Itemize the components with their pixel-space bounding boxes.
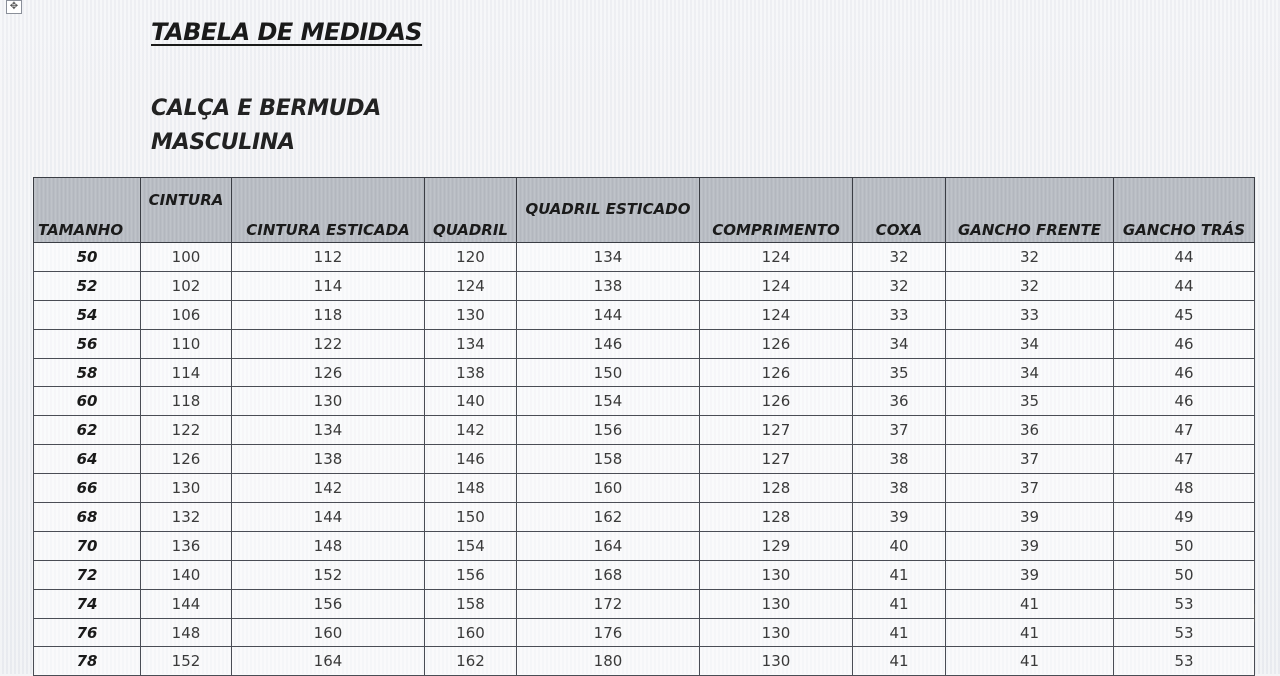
- cell-quadril: 140: [425, 387, 517, 416]
- cell-gancho-tras: 44: [1114, 271, 1255, 300]
- cell-cintura: 110: [141, 329, 232, 358]
- cell-quadril: 154: [425, 531, 517, 560]
- cell-gancho-frente: 41: [946, 589, 1114, 618]
- cell-coxa: 41: [853, 647, 946, 676]
- cell-gancho-tras: 44: [1114, 243, 1255, 272]
- cell-gancho-frente: 37: [946, 474, 1114, 503]
- cell-cintura: 122: [141, 416, 232, 445]
- cell-gancho-frente: 32: [946, 271, 1114, 300]
- table-row: [34, 560, 1255, 589]
- cell-tamanho: 74: [34, 589, 141, 618]
- cell-quadril: 146: [425, 445, 517, 474]
- cell-coxa: 40: [853, 531, 946, 560]
- cell-quadril-esticado: 172: [517, 589, 700, 618]
- header-quadril: QUADRIL: [425, 178, 517, 243]
- cell-quadril: 156: [425, 560, 517, 589]
- header-cintura: CINTURA: [141, 178, 232, 243]
- cell-coxa: 41: [853, 618, 946, 647]
- cell-gancho-frente: 41: [946, 618, 1114, 647]
- cell-gancho-frente: 39: [946, 531, 1114, 560]
- cell-comprimento: 124: [700, 243, 853, 272]
- cell-tamanho: 56: [34, 329, 141, 358]
- cell-quadril-esticado: 156: [517, 416, 700, 445]
- cell-gancho-frente: 39: [946, 503, 1114, 532]
- cell-gancho-frente: 33: [946, 300, 1114, 329]
- table-row: [34, 531, 1255, 560]
- cell-quadril-esticado: 134: [517, 243, 700, 272]
- cell-tamanho: 70: [34, 531, 141, 560]
- cell-cintura: 140: [141, 560, 232, 589]
- cell-quadril: 120: [425, 243, 517, 272]
- table-row: [34, 503, 1255, 532]
- cell-tamanho: 68: [34, 503, 141, 532]
- cell-gancho-frente: 39: [946, 560, 1114, 589]
- cell-gancho-tras: 46: [1114, 358, 1255, 387]
- cell-cintura: 118: [141, 387, 232, 416]
- cell-gancho-tras: 47: [1114, 445, 1255, 474]
- cell-cintura: 102: [141, 271, 232, 300]
- cell-quadril-esticado: 160: [517, 474, 700, 503]
- cell-coxa: 38: [853, 474, 946, 503]
- header-cintura-esticada: CINTURA ESTICADA: [232, 178, 425, 243]
- cell-cintura: 114: [141, 358, 232, 387]
- cell-quadril-esticado: 180: [517, 647, 700, 676]
- cell-quadril: 148: [425, 474, 517, 503]
- header-gancho-frente: GANCHO FRENTE: [946, 178, 1114, 243]
- cell-comprimento: 130: [700, 618, 853, 647]
- cell-cintura-esticada: 164: [232, 647, 425, 676]
- cell-comprimento: 128: [700, 503, 853, 532]
- cell-tamanho: 64: [34, 445, 141, 474]
- cell-gancho-tras: 49: [1114, 503, 1255, 532]
- cell-quadril: 138: [425, 358, 517, 387]
- cell-comprimento: 129: [700, 531, 853, 560]
- cell-cintura-esticada: 144: [232, 503, 425, 532]
- cell-gancho-frente: 32: [946, 243, 1114, 272]
- cell-gancho-frente: 34: [946, 358, 1114, 387]
- table-row: [34, 474, 1255, 503]
- cell-quadril: 142: [425, 416, 517, 445]
- cell-cintura: 152: [141, 647, 232, 676]
- cell-cintura: 148: [141, 618, 232, 647]
- cell-quadril: 158: [425, 589, 517, 618]
- cell-tamanho: 62: [34, 416, 141, 445]
- table-row: [34, 271, 1255, 300]
- subtitle-line-1: CALÇA E BERMUDA: [151, 96, 381, 121]
- cell-tamanho: 58: [34, 358, 141, 387]
- cell-quadril: 130: [425, 300, 517, 329]
- move-cross-icon[interactable]: ✥: [6, 0, 22, 14]
- cell-cintura: 144: [141, 589, 232, 618]
- cell-quadril-esticado: 176: [517, 618, 700, 647]
- cell-coxa: 37: [853, 416, 946, 445]
- cell-coxa: 39: [853, 503, 946, 532]
- cell-coxa: 32: [853, 243, 946, 272]
- cell-gancho-tras: 46: [1114, 387, 1255, 416]
- cell-comprimento: 124: [700, 300, 853, 329]
- cell-quadril: 134: [425, 329, 517, 358]
- table-row: [34, 243, 1255, 272]
- cell-cintura-esticada: 152: [232, 560, 425, 589]
- cell-gancho-tras: 53: [1114, 589, 1255, 618]
- cell-gancho-tras: 48: [1114, 474, 1255, 503]
- cell-cintura-esticada: 118: [232, 300, 425, 329]
- table-row: [34, 387, 1255, 416]
- cell-cintura-esticada: 126: [232, 358, 425, 387]
- header-coxa: COXA: [853, 178, 946, 243]
- cell-gancho-tras: 47: [1114, 416, 1255, 445]
- cell-gancho-frente: 36: [946, 416, 1114, 445]
- cell-quadril: 150: [425, 503, 517, 532]
- cell-cintura-esticada: 156: [232, 589, 425, 618]
- cell-quadril: 162: [425, 647, 517, 676]
- table-row: [34, 329, 1255, 358]
- table-row: [34, 300, 1255, 329]
- cell-quadril: 124: [425, 271, 517, 300]
- cell-quadril: 160: [425, 618, 517, 647]
- cell-comprimento: 127: [700, 416, 853, 445]
- size-table: [33, 177, 1255, 676]
- table-row: [34, 358, 1255, 387]
- cell-cintura-esticada: 114: [232, 271, 425, 300]
- cell-gancho-tras: 46: [1114, 329, 1255, 358]
- cell-tamanho: 78: [34, 647, 141, 676]
- cell-gancho-frente: 34: [946, 329, 1114, 358]
- cell-gancho-tras: 53: [1114, 618, 1255, 647]
- cell-gancho-frente: 37: [946, 445, 1114, 474]
- cell-tamanho: 72: [34, 560, 141, 589]
- cell-cintura: 106: [141, 300, 232, 329]
- cell-gancho-frente: 41: [946, 647, 1114, 676]
- cell-tamanho: 76: [34, 618, 141, 647]
- table-row: [34, 416, 1255, 445]
- cell-tamanho: 52: [34, 271, 141, 300]
- cell-cintura-esticada: 112: [232, 243, 425, 272]
- cell-comprimento: 130: [700, 647, 853, 676]
- cell-comprimento: 128: [700, 474, 853, 503]
- cell-comprimento: 126: [700, 387, 853, 416]
- header-comprimento: COMPRIMENTO: [700, 178, 853, 243]
- cell-cintura-esticada: 130: [232, 387, 425, 416]
- header-gancho-tras: GANCHO TRÁS: [1114, 178, 1255, 243]
- cell-coxa: 38: [853, 445, 946, 474]
- cell-cintura: 136: [141, 531, 232, 560]
- cell-cintura-esticada: 148: [232, 531, 425, 560]
- cell-comprimento: 126: [700, 329, 853, 358]
- table-row: [34, 589, 1255, 618]
- cell-quadril-esticado: 168: [517, 560, 700, 589]
- cell-tamanho: 60: [34, 387, 141, 416]
- cell-cintura: 130: [141, 474, 232, 503]
- cell-coxa: 41: [853, 589, 946, 618]
- cell-coxa: 41: [853, 560, 946, 589]
- cell-cintura-esticada: 122: [232, 329, 425, 358]
- cell-tamanho: 50: [34, 243, 141, 272]
- cell-cintura-esticada: 134: [232, 416, 425, 445]
- cell-cintura-esticada: 160: [232, 618, 425, 647]
- cell-gancho-tras: 53: [1114, 647, 1255, 676]
- header-quadril-esticado: QUADRIL ESTICADO: [517, 178, 700, 243]
- text-cursor-mark: [1254, 604, 1255, 622]
- cell-cintura-esticada: 138: [232, 445, 425, 474]
- cell-gancho-tras: 50: [1114, 531, 1255, 560]
- table-body: [34, 243, 1255, 676]
- cell-comprimento: 124: [700, 271, 853, 300]
- cell-coxa: 36: [853, 387, 946, 416]
- cell-quadril-esticado: 146: [517, 329, 700, 358]
- cell-quadril-esticado: 162: [517, 503, 700, 532]
- header-tamanho: TAMANHO: [34, 178, 141, 243]
- table-row: [34, 647, 1255, 676]
- cell-comprimento: 126: [700, 358, 853, 387]
- cell-coxa: 33: [853, 300, 946, 329]
- cell-coxa: 35: [853, 358, 946, 387]
- cell-cintura: 100: [141, 243, 232, 272]
- cell-coxa: 34: [853, 329, 946, 358]
- cell-coxa: 32: [853, 271, 946, 300]
- cell-comprimento: 127: [700, 445, 853, 474]
- cell-tamanho: 54: [34, 300, 141, 329]
- cell-gancho-tras: 45: [1114, 300, 1255, 329]
- cell-quadril-esticado: 158: [517, 445, 700, 474]
- cell-gancho-frente: 35: [946, 387, 1114, 416]
- page-title: TABELA DE MEDIDAS: [151, 18, 423, 46]
- table-header-row: [34, 178, 1255, 243]
- cell-quadril-esticado: 138: [517, 271, 700, 300]
- cell-comprimento: 130: [700, 589, 853, 618]
- cell-gancho-tras: 50: [1114, 560, 1255, 589]
- cell-cintura-esticada: 142: [232, 474, 425, 503]
- table-row: [34, 618, 1255, 647]
- cell-quadril-esticado: 144: [517, 300, 700, 329]
- cell-tamanho: 66: [34, 474, 141, 503]
- cell-quadril-esticado: 154: [517, 387, 700, 416]
- subtitle-line-2: MASCULINA: [151, 130, 295, 155]
- table-row: [34, 445, 1255, 474]
- cell-cintura: 132: [141, 503, 232, 532]
- cell-cintura: 126: [141, 445, 232, 474]
- cell-comprimento: 130: [700, 560, 853, 589]
- cell-quadril-esticado: 164: [517, 531, 700, 560]
- cell-quadril-esticado: 150: [517, 358, 700, 387]
